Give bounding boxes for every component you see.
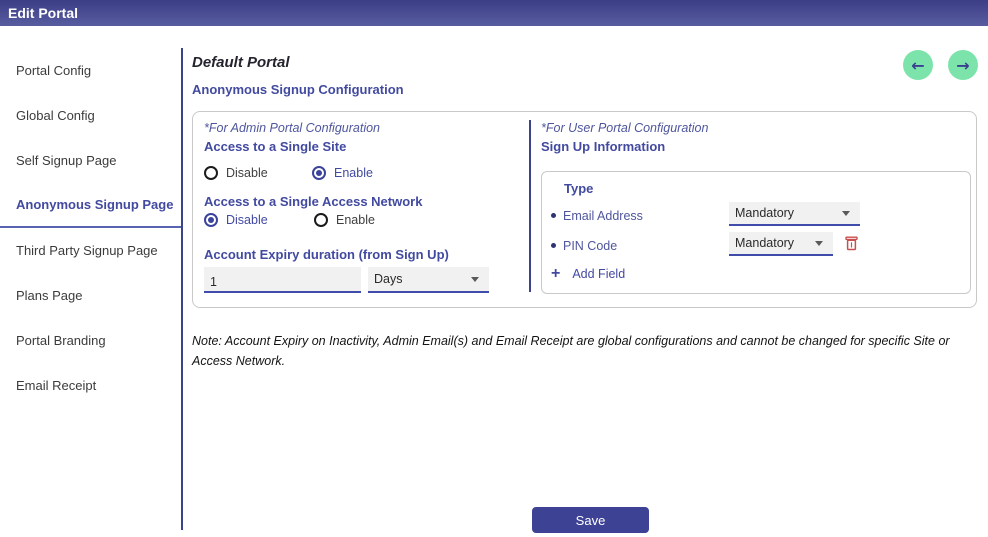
sidebar-item-plans-page[interactable]: Plans Page [16, 288, 83, 303]
single-site-radio-group [204, 166, 524, 180]
sidebar [0, 48, 181, 408]
page-title: Edit Portal [8, 5, 79, 21]
sidebar-divider [181, 48, 183, 530]
app-header [0, 0, 988, 26]
trash-icon [845, 236, 858, 251]
admin-portal-caption: *For Admin Portal Configuration [204, 121, 381, 135]
expiry-unit-value: Days [374, 272, 403, 286]
plus-icon: + [551, 265, 561, 282]
sidebar-item-global-config[interactable]: Global Config [16, 108, 95, 123]
configuration-panel [192, 111, 977, 308]
caret-down-icon [815, 241, 823, 246]
account-expiry-label: Account Expiry duration (from Sign Up) [204, 247, 449, 262]
arrow-right-icon: → [956, 55, 970, 75]
radio-option-label: Enable [336, 213, 375, 227]
email-address-requirement-dropdown[interactable] [729, 202, 860, 226]
global-config-note: Note: Account Expiry on Inactivity, Admin Email(s) and Email Receipt are global configurations and cannot be changed for specific Site or Access Network. [192, 334, 950, 368]
single-site-disable-option[interactable] [204, 166, 268, 180]
single-site-label: Access to a Single Site [204, 139, 347, 154]
requirement-value: Mandatory [735, 206, 795, 220]
field-name-pin-code: PIN Code [563, 239, 618, 253]
sidebar-item-portal-branding[interactable]: Portal Branding [16, 333, 106, 348]
add-field-button[interactable] [551, 266, 625, 282]
arrow-left-icon: ← [911, 55, 925, 75]
bullet-icon [551, 243, 556, 248]
single-access-network-label: Access to a Single Access Network [204, 194, 423, 209]
sidebar-item-third-party-signup-page[interactable]: Third Party Signup Page [16, 243, 158, 258]
radio-checked-icon[interactable] [312, 166, 326, 180]
single-access-network-disable-option[interactable] [204, 213, 268, 227]
sidebar-item-self-signup-page[interactable]: Self Signup Page [16, 153, 117, 168]
requirement-value: Mandatory [735, 236, 795, 250]
add-field-label: Add Field [572, 267, 626, 281]
bullet-icon [551, 213, 556, 218]
portal-name-heading: Default Portal [192, 54, 290, 71]
delete-field-button[interactable] [845, 236, 859, 252]
panel-divider [529, 120, 531, 292]
signup-information-label: Sign Up Information [541, 139, 666, 154]
single-access-network-radio-group [204, 213, 524, 227]
radio-checked-icon[interactable] [204, 213, 218, 227]
caret-down-icon [842, 211, 850, 216]
sidebar-item-email-receipt[interactable]: Email Receipt [16, 378, 97, 393]
radio-option-label: Disable [226, 166, 268, 180]
sidebar-item-portal-config[interactable]: Portal Config [16, 63, 92, 78]
radio-unchecked-icon[interactable] [314, 213, 328, 227]
signup-fields-card [541, 171, 971, 294]
radio-unchecked-icon[interactable] [204, 166, 218, 180]
sidebar-item-anonymous-signup-page[interactable]: Anonymous Signup Page [0, 183, 181, 228]
account-expiry-input[interactable] [204, 267, 361, 293]
next-button[interactable] [948, 50, 978, 80]
save-button[interactable]: Save [532, 507, 649, 533]
single-site-enable-option[interactable] [312, 166, 373, 180]
type-column-header: Type [564, 181, 594, 196]
radio-option-label: Disable [226, 213, 268, 227]
field-name-email-address: Email Address [563, 209, 643, 223]
previous-button[interactable] [903, 50, 933, 80]
radio-option-label: Enable [334, 166, 373, 180]
caret-down-icon [471, 277, 479, 282]
expiry-unit-dropdown[interactable] [368, 267, 489, 293]
pin-code-requirement-dropdown[interactable] [729, 232, 833, 256]
user-portal-caption: *For User Portal Configuration [541, 121, 709, 135]
section-heading: Anonymous Signup Configuration [192, 82, 404, 97]
single-access-network-enable-option[interactable] [314, 213, 375, 227]
